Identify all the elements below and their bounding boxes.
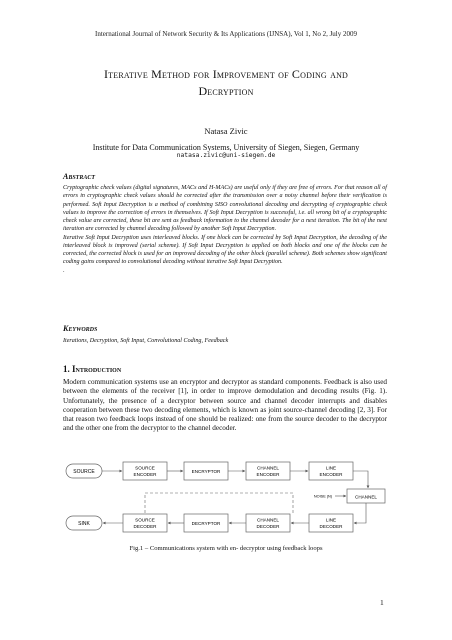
decryptor-label: DECRYPTOR: [191, 521, 221, 526]
channel-decoder-label-1: CHANNEL: [257, 517, 279, 523]
source-label: SOURCE: [73, 469, 95, 475]
channel-decoder-label-2: DECODER: [256, 524, 280, 529]
figure-1-caption: Fig.1 – Communications system with en- decryptor using feedback loops: [129, 545, 323, 552]
author-affiliation: Institute for Data Communication Systems, University of Siegen, Siegen, Germany: [92, 143, 360, 152]
abstract-body: [63, 184, 387, 275]
author-name: Natasa Zivic: [204, 126, 248, 136]
figure-1-diagram: [63, 460, 388, 540]
abstract-trailing-mark: .: [63, 267, 65, 274]
noise-label: NOISE (N): [313, 494, 333, 499]
line-encoder-label-1: LINE: [325, 465, 337, 471]
author-email: natasa.zivic@uni-siegen.de: [176, 152, 276, 159]
abstract-heading: Abstract: [63, 172, 96, 181]
source-encoder-label-2: ENCODER: [133, 472, 157, 477]
line-decoder-label-1: LINE: [325, 517, 337, 523]
channel-label: CHANNEL: [355, 494, 377, 500]
source-encoder-label-1: SOURCE: [135, 465, 155, 471]
keywords-text: Iterations, Decryption, Soft Input, Convolutional Coding, Feedback: [63, 338, 229, 344]
encryptor-label: ENCRYPTOR: [191, 469, 221, 474]
paper-title-line-2: Decryption: [198, 84, 254, 98]
source-decoder-label-2: DECODER: [133, 524, 157, 529]
channel-encoder-label-1: CHANNEL: [257, 465, 279, 471]
arrow-channel-to-line-decoder: [354, 503, 366, 523]
paper-title: [40, 66, 412, 100]
page-number: 1: [380, 598, 384, 607]
paper-title-line-1: Iterative Method for Improvement of Coding and: [103, 67, 349, 81]
source-decoder-label-1: SOURCE: [135, 517, 155, 523]
introduction-text: Modern communication systems use an encryptor and decryptor as standard components. Feedback is also used between the elements of the receiver [1], in order to improve demodulation and decoding results (Fig. 1). Unfortunately, the presence of a decryptor between source and channel decoder interrupts and disables cooperation between these two decoding elements, which is known as joint source-channel decoding [2, 3]. For that reason two feedback loops instead of one should be realized: one from the source decoder to the decryptor and the other one from the decryptor to the channel decoder.: [63, 378, 387, 433]
channel-encoder-label-2: ENCODER: [256, 472, 280, 477]
keywords-heading: Keywords: [63, 324, 98, 333]
line-encoder-label-2: ENCODER: [319, 472, 343, 477]
running-header: International Journal of Network Security & Its Applications (IJNSA), Vol 1, No 2, July 2009: [94, 30, 358, 38]
feedback-loop-dashed: [145, 493, 293, 513]
introduction-heading: 1. Introduction: [63, 364, 122, 374]
arrow-line-encoder-to-channel: [353, 471, 368, 488]
abstract-paragraph-2: Iterative Soft Input Decryption uses interleaved blocks. If one block can be corrected by Soft Input Decryption, the decoding of the interleaved block is improved (serial scheme). If Soft Input Decryption is applied on both blocks and one of the blocks can be corrected, the corrected block is used for an improved decoding of the other block (parallel scheme). Both schemes show significant coding gains compared to convolutional decoding without iterative Soft Input Decryption.: [63, 234, 387, 266]
abstract-paragraph-1: Cryptographic check values (digital signatures, MACs and H-MACs) are useful only if they are free of errors. For that reason all of errors in cryptographic check values should be corrected after the transmission over a noisy channel before their verification is performed. Soft Input Decryption is a method of combining SISO convolutional decoding and decrypting of cryptographic check values to improve the correction of errors in themselves. If Soft Input Decryption is successful, i.e. all wrong bit of a cryptographic check value are corrected, these bit are sent as feedback information to the channel decoder for a next iteration. The bit of the next iteration are corrected by channel decoding followed by another Soft Input Decryption.: [63, 185, 387, 233]
line-decoder-label-2: DECODER: [319, 524, 343, 529]
sink-label: SINK: [78, 521, 90, 527]
